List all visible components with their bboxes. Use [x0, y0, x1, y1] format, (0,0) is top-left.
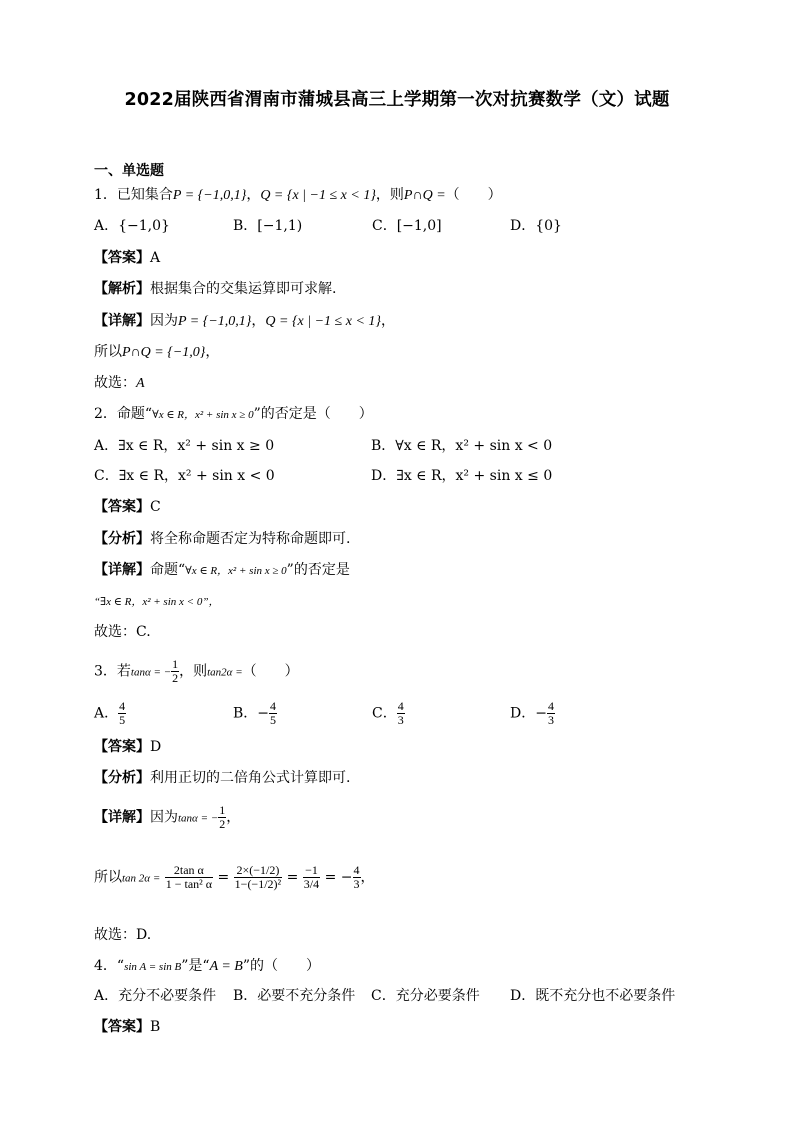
q4-answer: 【答案】B — [94, 1019, 161, 1035]
q1-choose: 故选：A — [94, 375, 145, 391]
q2-answer: 【答案】C — [94, 499, 161, 515]
q3-option-c: C． $\frac{4}{3}$ — [372, 699, 404, 727]
q1-analysis: 【解析】根据集合的交集运算即可求解. — [94, 281, 337, 297]
q2-detail: 【详解】命题“∀x ∈ R，x² + sin x ≥ 0”的否定是 — [94, 562, 350, 578]
q3-detail: 【详解】因为tanα = − $\frac{1}{2}$ ， — [94, 803, 241, 831]
question-3: 3．若tanα = − $\frac{1}{2}$ ，则tan2α =（ ） — [94, 657, 299, 685]
question-1: 1．已知集合P = {−1,0,1}，Q = {x | −1 ≤ x < 1}，则P∩Q =（ ） — [94, 187, 502, 203]
q3-option-b: B．− $\frac{4}{5}$ — [233, 699, 277, 727]
q1-detail: 【详解】因为P = {−1,0,1}，Q = {x | −1 ≤ x < 1}， — [94, 313, 395, 329]
q1-option-c: C．[−1,0] — [372, 218, 442, 234]
q3-formula: 所以tan 2α = $\frac{\text{2tan α}}{\text{1 − tan² α}}$ = $\frac{2\times(-1/2)}{\text{1−(−1/2)²}}$ = $\frac{-1}{3/4}$ = − $\frac{4}{3}$ ， — [94, 863, 375, 891]
q4-option-a: A．充分不必要条件 — [94, 988, 217, 1004]
q2-option-c: C．∃x ∈ R，x² + sin x < 0 — [94, 468, 275, 484]
q3-fraction: $\frac{1}{2}$ — [172, 657, 179, 685]
q4-option-b: B．必要不充分条件 — [233, 988, 356, 1004]
q3-analysis: 【分析】利用正切的二倍角公式计算即可. — [94, 770, 351, 786]
page-title: 2022届陕西省渭南市蒲城县高三上学期第一次对抗赛数学（文）试题 — [124, 90, 670, 110]
q1-option-b: B．[−1,1) — [233, 218, 303, 234]
q2-negation: “∃x ∈ R，x² + sin x < 0”， — [94, 596, 220, 608]
q2-option-d: D．∃x ∈ R，x² + sin x ≤ 0 — [371, 468, 553, 484]
q1-option-d: D．{0} — [510, 218, 562, 234]
section-heading: 一、单选题 — [94, 163, 164, 179]
q2-option-b: B．∀x ∈ R，x² + sin x < 0 — [371, 438, 553, 454]
q3-answer: 【答案】D — [94, 739, 162, 755]
question-2: 2．命题“∀x ∈ R，x² + sin x ≥ 0”的否定是（ ） — [94, 406, 373, 422]
q4-option-d: D．既不充分也不必要条件 — [510, 988, 676, 1004]
q1-option-a: A．{−1,0} — [94, 218, 170, 234]
q3-option-d: D．− $\frac{4}{3}$ — [510, 699, 554, 727]
q3-choose: 故选：D. — [94, 927, 152, 943]
q2-option-a: A．∃x ∈ R，x² + sin x ≥ 0 — [94, 438, 275, 454]
q1-answer: 【答案】A — [94, 250, 161, 266]
q2-analysis: 【分析】将全称命题否定为特称命题即可. — [94, 531, 351, 547]
question-4: 4．“sin A = sin B”是“A = B”的（ ） — [94, 958, 321, 974]
q3-option-a: A． $\frac{4}{5}$ — [94, 699, 126, 727]
q4-option-c: C．充分必要条件 — [371, 988, 480, 1004]
q1-conclusion: 所以P∩Q = {−1,0}， — [94, 344, 220, 360]
q2-choose: 故选：C. — [94, 624, 151, 640]
